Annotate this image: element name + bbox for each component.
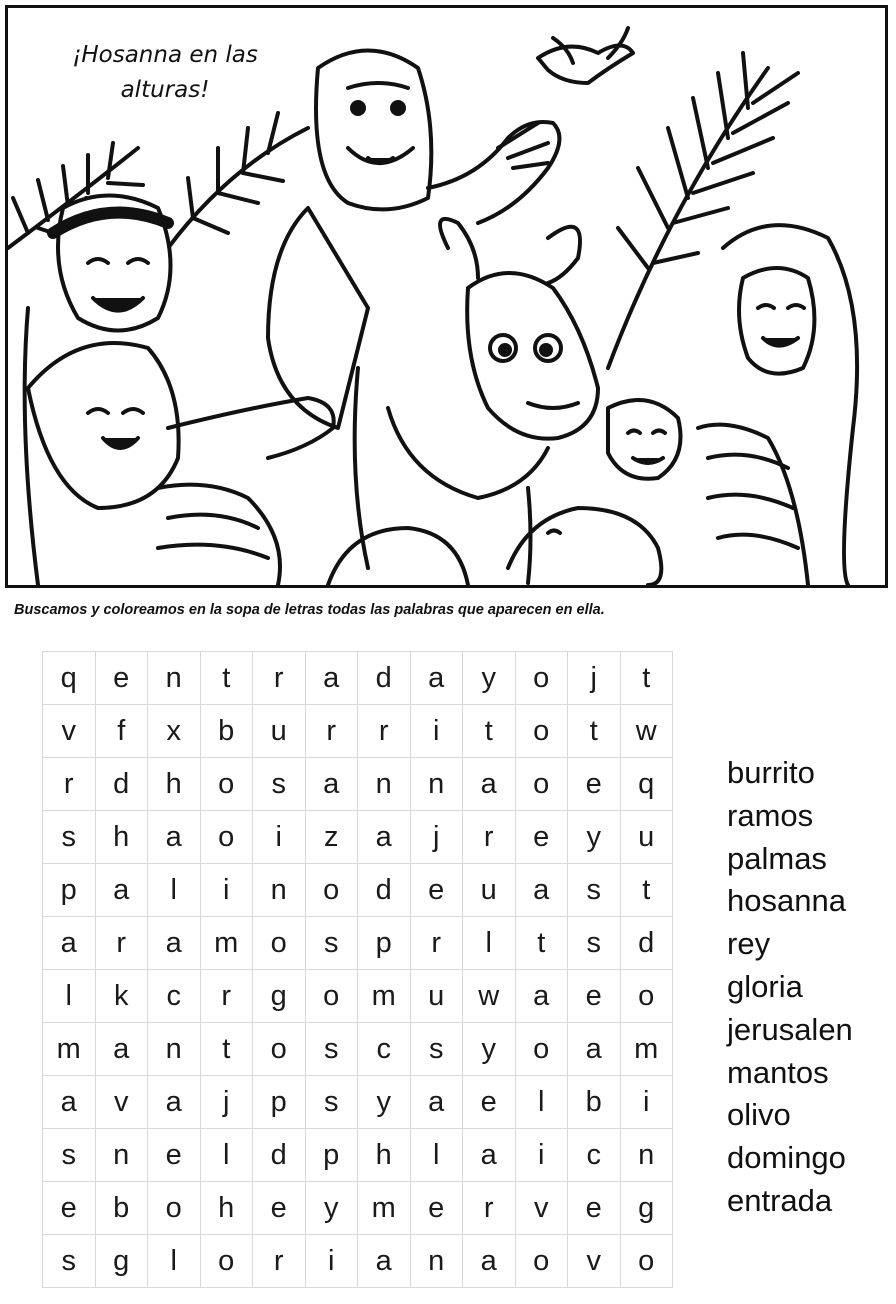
grid-cell[interactable]: o (306, 864, 359, 917)
grid-cell[interactable]: n (96, 1129, 149, 1182)
grid-cell[interactable]: q (621, 758, 674, 811)
grid-cell[interactable]: s (43, 1129, 96, 1182)
word-list-item: ramos (727, 797, 814, 833)
word-search-grid (42, 651, 673, 1288)
grid-cell[interactable]: v (516, 1182, 569, 1235)
grid-cell[interactable]: a (358, 811, 411, 864)
grid-cell[interactable]: a (148, 1076, 201, 1129)
grid-cell[interactable]: r (306, 705, 359, 758)
grid-cell[interactable]: n (148, 1023, 201, 1076)
grid-cell[interactable]: s (43, 811, 96, 864)
illustration-title (60, 38, 270, 108)
grid-cell[interactable]: s (568, 917, 621, 970)
grid-cell[interactable]: b (201, 705, 254, 758)
grid-cell[interactable]: n (148, 652, 201, 705)
grid-cell[interactable]: w (621, 705, 674, 758)
grid-cell[interactable]: s (306, 1076, 359, 1129)
grid-cell[interactable]: h (358, 1129, 411, 1182)
grid-cell[interactable]: o (516, 1235, 569, 1288)
grid-cell[interactable]: j (201, 1076, 254, 1129)
grid-cell[interactable]: e (148, 1129, 201, 1182)
word-list-item: rey (727, 926, 771, 962)
grid-cell[interactable]: s (306, 1023, 359, 1076)
grid-cell[interactable]: m (358, 970, 411, 1023)
grid-cell[interactable]: s (568, 864, 621, 917)
grid-cell[interactable]: p (306, 1129, 359, 1182)
grid-cell[interactable]: m (358, 1182, 411, 1235)
grid-cell[interactable]: e (411, 864, 464, 917)
grid-cell[interactable]: r (201, 970, 254, 1023)
grid-cell[interactable]: g (621, 1182, 674, 1235)
grid-cell[interactable]: t (621, 652, 674, 705)
grid-cell[interactable]: y (463, 652, 516, 705)
title-line: ¡Hosanna en las (72, 42, 258, 68)
grid-cell[interactable]: e (253, 1182, 306, 1235)
grid-cell[interactable]: l (201, 1129, 254, 1182)
grid-cell[interactable]: t (621, 864, 674, 917)
grid-cell[interactable]: l (463, 917, 516, 970)
grid-cell[interactable]: l (43, 970, 96, 1023)
grid-cell[interactable]: a (306, 652, 359, 705)
grid-cell[interactable]: e (43, 1182, 96, 1235)
grid-cell[interactable]: a (463, 758, 516, 811)
grid-cell[interactable]: h (148, 758, 201, 811)
grid-cell[interactable]: j (411, 811, 464, 864)
grid-cell[interactable]: j (568, 652, 621, 705)
grid-cell[interactable]: r (411, 917, 464, 970)
grid-cell[interactable]: s (253, 758, 306, 811)
grid-cell[interactable]: m (621, 1023, 674, 1076)
grid-cell[interactable]: i (253, 811, 306, 864)
grid-cell[interactable]: n (411, 758, 464, 811)
grid-cell[interactable]: z (306, 811, 359, 864)
grid-cell[interactable]: w (463, 970, 516, 1023)
word-list-item: jerusalen (727, 1011, 853, 1047)
grid-cell[interactable]: u (463, 864, 516, 917)
grid-cell[interactable]: u (621, 811, 674, 864)
word-list-item: mantos (727, 1054, 829, 1090)
grid-cell[interactable]: l (148, 1235, 201, 1288)
grid-cell[interactable]: i (306, 1235, 359, 1288)
grid-cell[interactable]: y (568, 811, 621, 864)
grid-cell[interactable]: o (516, 705, 569, 758)
grid-cell[interactable]: q (43, 652, 96, 705)
grid-cell[interactable]: p (43, 864, 96, 917)
grid-cell[interactable]: a (96, 864, 149, 917)
grid-cell[interactable]: r (253, 652, 306, 705)
grid-cell[interactable]: u (411, 970, 464, 1023)
grid-cell[interactable]: c (148, 970, 201, 1023)
grid-cell[interactable]: p (253, 1076, 306, 1129)
word-list-item: entrada (727, 1182, 833, 1218)
grid-cell[interactable]: r (43, 758, 96, 811)
grid-cell[interactable]: o (621, 970, 674, 1023)
grid-cell[interactable]: t (516, 917, 569, 970)
word-list-item: palmas (727, 840, 827, 876)
grid-cell[interactable]: e (568, 970, 621, 1023)
grid-cell[interactable]: s (43, 1235, 96, 1288)
grid-cell[interactable]: i (411, 705, 464, 758)
illustration-frame (5, 5, 888, 588)
grid-cell[interactable]: a (96, 1023, 149, 1076)
grid-cell[interactable]: a (516, 864, 569, 917)
grid-cell[interactable]: c (568, 1129, 621, 1182)
grid-cell[interactable]: o (253, 1023, 306, 1076)
grid-cell[interactable]: a (568, 1023, 621, 1076)
grid-cell[interactable]: x (148, 705, 201, 758)
word-list-item: burrito (727, 755, 815, 790)
grid-cell[interactable]: o (516, 652, 569, 705)
grid-cell[interactable]: o (148, 1182, 201, 1235)
grid-cell[interactable]: r (463, 811, 516, 864)
grid-cell[interactable]: y (358, 1076, 411, 1129)
grid-cell[interactable]: e (411, 1182, 464, 1235)
word-list-item: hosanna (727, 883, 846, 919)
grid-cell[interactable]: t (201, 652, 254, 705)
grid-cell[interactable]: u (253, 705, 306, 758)
instructions-text: Buscamos y coloreamos en la sopa de letras todas las palabras que aparecen en ella. (14, 602, 605, 618)
grid-cell[interactable]: t (201, 1023, 254, 1076)
grid-cell[interactable]: f (96, 705, 149, 758)
grid-cell[interactable]: e (568, 1182, 621, 1235)
grid-cell[interactable]: l (148, 864, 201, 917)
grid-cell[interactable]: v (43, 705, 96, 758)
grid-cell[interactable]: n (621, 1129, 674, 1182)
grid-cell[interactable]: a (148, 811, 201, 864)
grid-cell[interactable]: g (253, 970, 306, 1023)
grid-cell[interactable]: b (96, 1182, 149, 1235)
grid-cell[interactable]: i (201, 864, 254, 917)
word-list-item: domingo (727, 1140, 846, 1176)
grid-cell[interactable]: n (358, 758, 411, 811)
grid-cell[interactable]: p (358, 917, 411, 970)
grid-cell[interactable]: s (306, 917, 359, 970)
word-list (727, 752, 853, 1223)
grid-cell[interactable]: t (463, 705, 516, 758)
grid-cell[interactable]: r (96, 917, 149, 970)
grid-cell[interactable]: s (411, 1023, 464, 1076)
grid-cell[interactable]: a (43, 917, 96, 970)
grid-cell[interactable]: k (96, 970, 149, 1023)
grid-cell[interactable]: a (463, 1129, 516, 1182)
grid-cell[interactable]: l (516, 1076, 569, 1129)
grid-cell[interactable]: o (201, 1235, 254, 1288)
grid-cell[interactable]: i (516, 1129, 569, 1182)
grid-cell[interactable]: d (621, 917, 674, 970)
grid-cell[interactable]: e (516, 811, 569, 864)
grid-cell[interactable]: a (411, 1076, 464, 1129)
grid-cell[interactable]: a (411, 652, 464, 705)
word-list-item: gloria (727, 968, 803, 1004)
grid-cell[interactable]: v (568, 1235, 621, 1288)
grid-cell[interactable]: e (463, 1076, 516, 1129)
grid-cell[interactable]: o (201, 811, 254, 864)
grid-cell[interactable]: a (516, 970, 569, 1023)
grid-cell[interactable]: d (358, 864, 411, 917)
grid-cell[interactable]: a (463, 1235, 516, 1288)
grid-cell[interactable]: o (621, 1235, 674, 1288)
grid-cell[interactable]: h (201, 1182, 254, 1235)
grid-cell[interactable]: m (201, 917, 254, 970)
grid-cell[interactable]: a (358, 1235, 411, 1288)
children-figures (328, 400, 681, 585)
man-right-figure (698, 225, 857, 585)
grid-cell[interactable]: d (253, 1129, 306, 1182)
grid-cell[interactable]: d (358, 652, 411, 705)
grid-cell[interactable]: c (358, 1023, 411, 1076)
grid-cell[interactable]: a (43, 1076, 96, 1129)
grid-cell[interactable]: a (148, 917, 201, 970)
grid-cell[interactable]: m (43, 1023, 96, 1076)
grid-cell[interactable]: r (253, 1235, 306, 1288)
grid-cell[interactable]: l (411, 1129, 464, 1182)
grid-cell[interactable]: i (621, 1076, 674, 1129)
grid-cell[interactable]: t (568, 705, 621, 758)
grid-cell[interactable]: g (96, 1235, 149, 1288)
grid-cell[interactable]: o (516, 758, 569, 811)
grid-cell[interactable]: b (568, 1076, 621, 1129)
grid-cell[interactable]: n (411, 1235, 464, 1288)
grid-cell[interactable]: y (306, 1182, 359, 1235)
grid-cell[interactable]: o (516, 1023, 569, 1076)
grid-cell[interactable]: h (96, 811, 149, 864)
title-line: alturas! (120, 77, 210, 103)
grid-cell[interactable]: o (306, 970, 359, 1023)
grid-cell[interactable]: o (253, 917, 306, 970)
dove-icon (538, 28, 633, 83)
word-list-item: olivo (727, 1097, 791, 1133)
grid-cell[interactable]: e (568, 758, 621, 811)
grid-cell[interactable]: r (463, 1182, 516, 1235)
grid-cell[interactable]: r (358, 705, 411, 758)
grid-cell[interactable]: n (253, 864, 306, 917)
grid-cell[interactable]: o (201, 758, 254, 811)
grid-cell[interactable]: a (306, 758, 359, 811)
grid-cell[interactable]: d (96, 758, 149, 811)
grid-cell[interactable]: v (96, 1076, 149, 1129)
grid-cell[interactable]: y (463, 1023, 516, 1076)
grid-cell[interactable]: e (96, 652, 149, 705)
